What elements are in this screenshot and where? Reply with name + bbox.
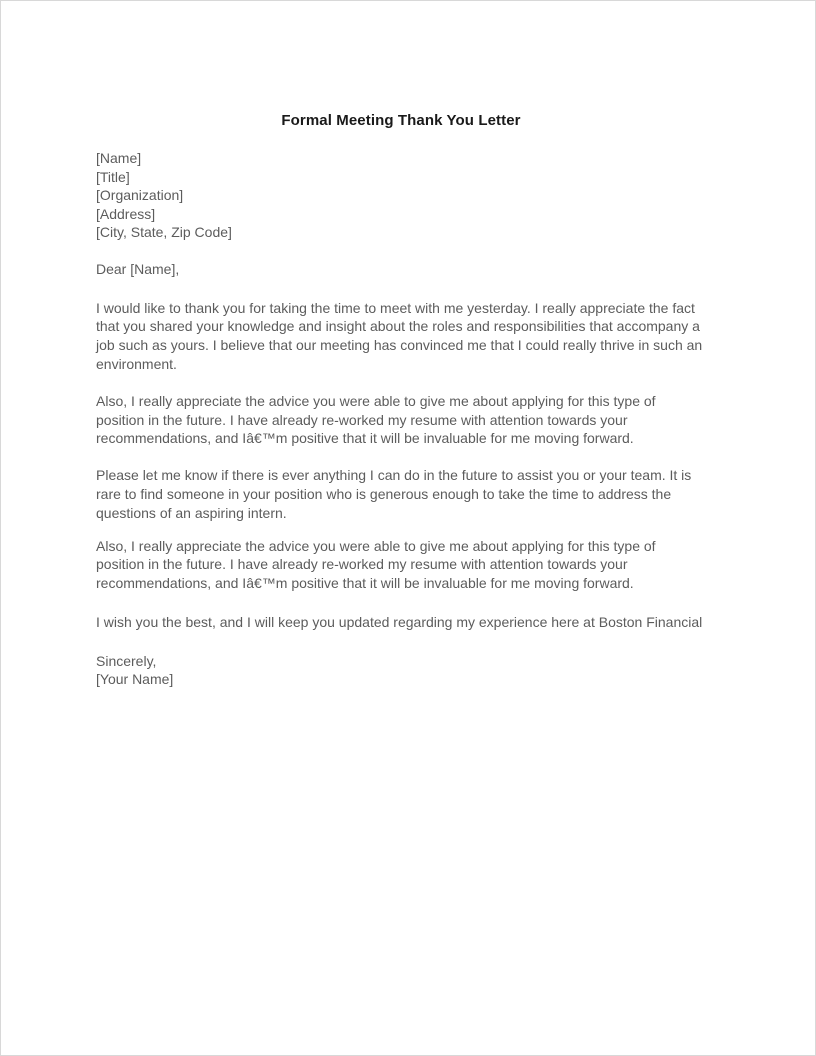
recipient-address-block bbox=[96, 149, 706, 242]
letter-body bbox=[96, 111, 706, 689]
body-paragraph-1: I would like to thank you for taking the time to meet with me yesterday. I really appreciate the fact that you shared your knowledge and insight about the roles and responsibilities that accompany a job such as yours. I believe that our meeting has convinced me that I could really thrive in such an environment. bbox=[96, 299, 703, 372]
body-paragraph-4: Also, I really appreciate the advice you were able to give me about applying for this type of position in the future. I have already re-worked my resume with attention towards your recommendations, and Iâ€™m positive that it will be invaluable for me moving forward. bbox=[96, 537, 656, 592]
page-title: Formal Meeting Thank You Letter bbox=[281, 112, 521, 129]
closing-paragraph-block bbox=[96, 613, 706, 632]
closing-paragraph: I wish you the best, and I will keep you updated regarding my experience here at Boston Financial bbox=[96, 613, 703, 630]
signature-closing: Sincerely, bbox=[96, 652, 157, 669]
recipient-title-line: [Title] bbox=[96, 168, 130, 185]
recipient-city-state-zip-line: [City, State, Zip Code] bbox=[96, 224, 232, 241]
signature-block bbox=[96, 652, 706, 689]
recipient-address-line: [Address] bbox=[96, 205, 156, 222]
body-paragraph-3: Please let me know if there is ever anything I can do in the future to assist you or your team. It is rare to find someone in your position who is generous enough to take the time to address the questions of an aspiring intern. bbox=[96, 467, 692, 521]
signature-name: [Your Name] bbox=[96, 671, 174, 688]
recipient-name-line: [Name] bbox=[96, 150, 142, 166]
salutation: Dear [Name], bbox=[96, 260, 180, 277]
recipient-organization-line: [Organization] bbox=[96, 187, 184, 204]
body-paragraph-2: Also, I really appreciate the advice you were able to give me about applying for this type of position in the future. I have already re-worked my resume with attention towards your recommendations, and Iâ€™m positive that it will be invaluable for me moving forward. bbox=[96, 392, 656, 447]
